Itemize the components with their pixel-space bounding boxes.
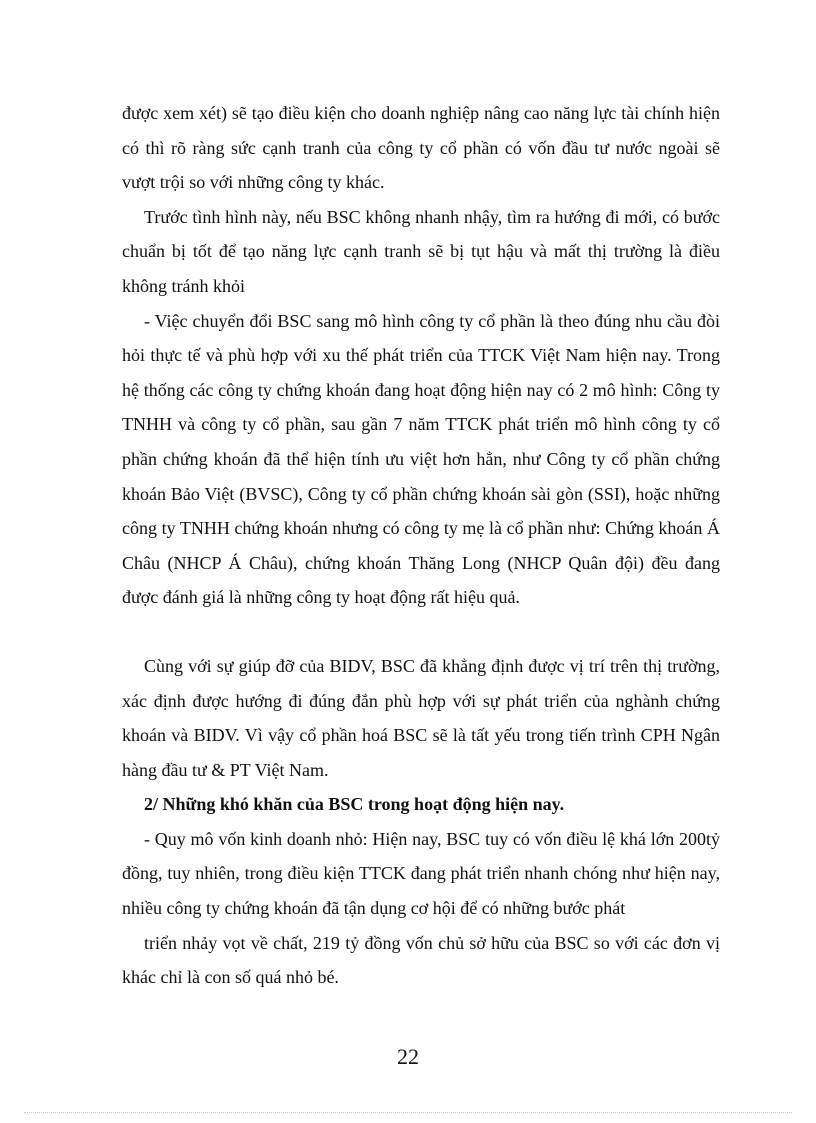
- paragraph-capital-scale: - Quy mô vốn kinh doanh nhỏ: Hiện nay, BSC tuy có vốn điều lệ khá lớn 200tỷ đồng, tuy nhiên, trong điều kiện TTCK đang phát triển nhanh chóng như hiện nay, nhiều công ty chứng khoán đã tận dụng cơ hội để có những bước phát: [122, 828, 720, 919]
- paragraph-continuation: được xem xét) sẽ tạo điều kiện cho doanh nghiệp nâng cao năng lực tài chính hiện có thì rõ ràng sức cạnh tranh của công ty cổ phần có vốn đầu tư nước ngoài sẽ vượt trội so với những công ty khác.: [122, 103, 720, 193]
- paragraph-conversion: - Việc chuyển đổi BSC sang mô hình công ty cổ phần là theo đúng nhu cầu đòi hỏi thực tế và phù hợp với xu thế phát triển của TTCK Việt Nam hiện nay. Trong hệ thống các công ty chứng khoán đang hoạt động hiện nay có 2 mô hình: Công ty TNHH và công ty cổ phần, sau gần 7 năm TTCK phát triển mô hình công ty cổ phần chứng khoán đã thể hiện tính ưu việt hơn hẳn, như Công ty cổ phần chứng khoán Bảo Việt (BVSC), Công ty cổ phần chứng khoán sài gòn (SSI), hoặc những công ty TNHH chứng khoán nhưng có công ty mẹ là cổ phần như: Chứng khoán Á Châu (NHCP Á Châu), chứng khoán Thăng Long (NHCP Quân đội) đều đang được đánh giá là những công ty hoạt động rất hiệu quả.: [122, 310, 720, 608]
- page-number: 22: [397, 1044, 419, 1069]
- bottom-divider: [24, 1112, 792, 1113]
- page-body: [122, 96, 720, 995]
- section-heading: 2/ Những khó khăn của BSC trong hoạt động hiện nay.: [144, 794, 565, 815]
- paragraph-competition: Trước tình hình này, nếu BSC không nhanh nhậy, tìm ra hướng đi mới, có bước chuẩn bị tốt để tạo năng lực cạnh tranh sẽ bị tụt hậu và mất thị trường là điều không tránh khỏi: [122, 206, 720, 296]
- paragraph-gap: [122, 615, 720, 649]
- paragraph-bidv-support: Cùng với sự giúp đỡ của BIDV, BSC đã khẳng định được vị trí trên thị trường, xác định được hướng đi đúng đắn phù hợp với sự phát triển của nghành chứng khoán và BIDV. Vì vậy cổ phần hoá BSC sẽ là tất yếu trong tiến trình CPH Ngân hàng đầu tư & PT Việt Nam.: [122, 655, 720, 780]
- paragraph-capital-comparison: triển nhảy vọt về chất, 219 tỷ đồng vốn chủ sở hữu của BSC so với các đơn vị khác chỉ là con số quá nhỏ bé.: [122, 932, 720, 988]
